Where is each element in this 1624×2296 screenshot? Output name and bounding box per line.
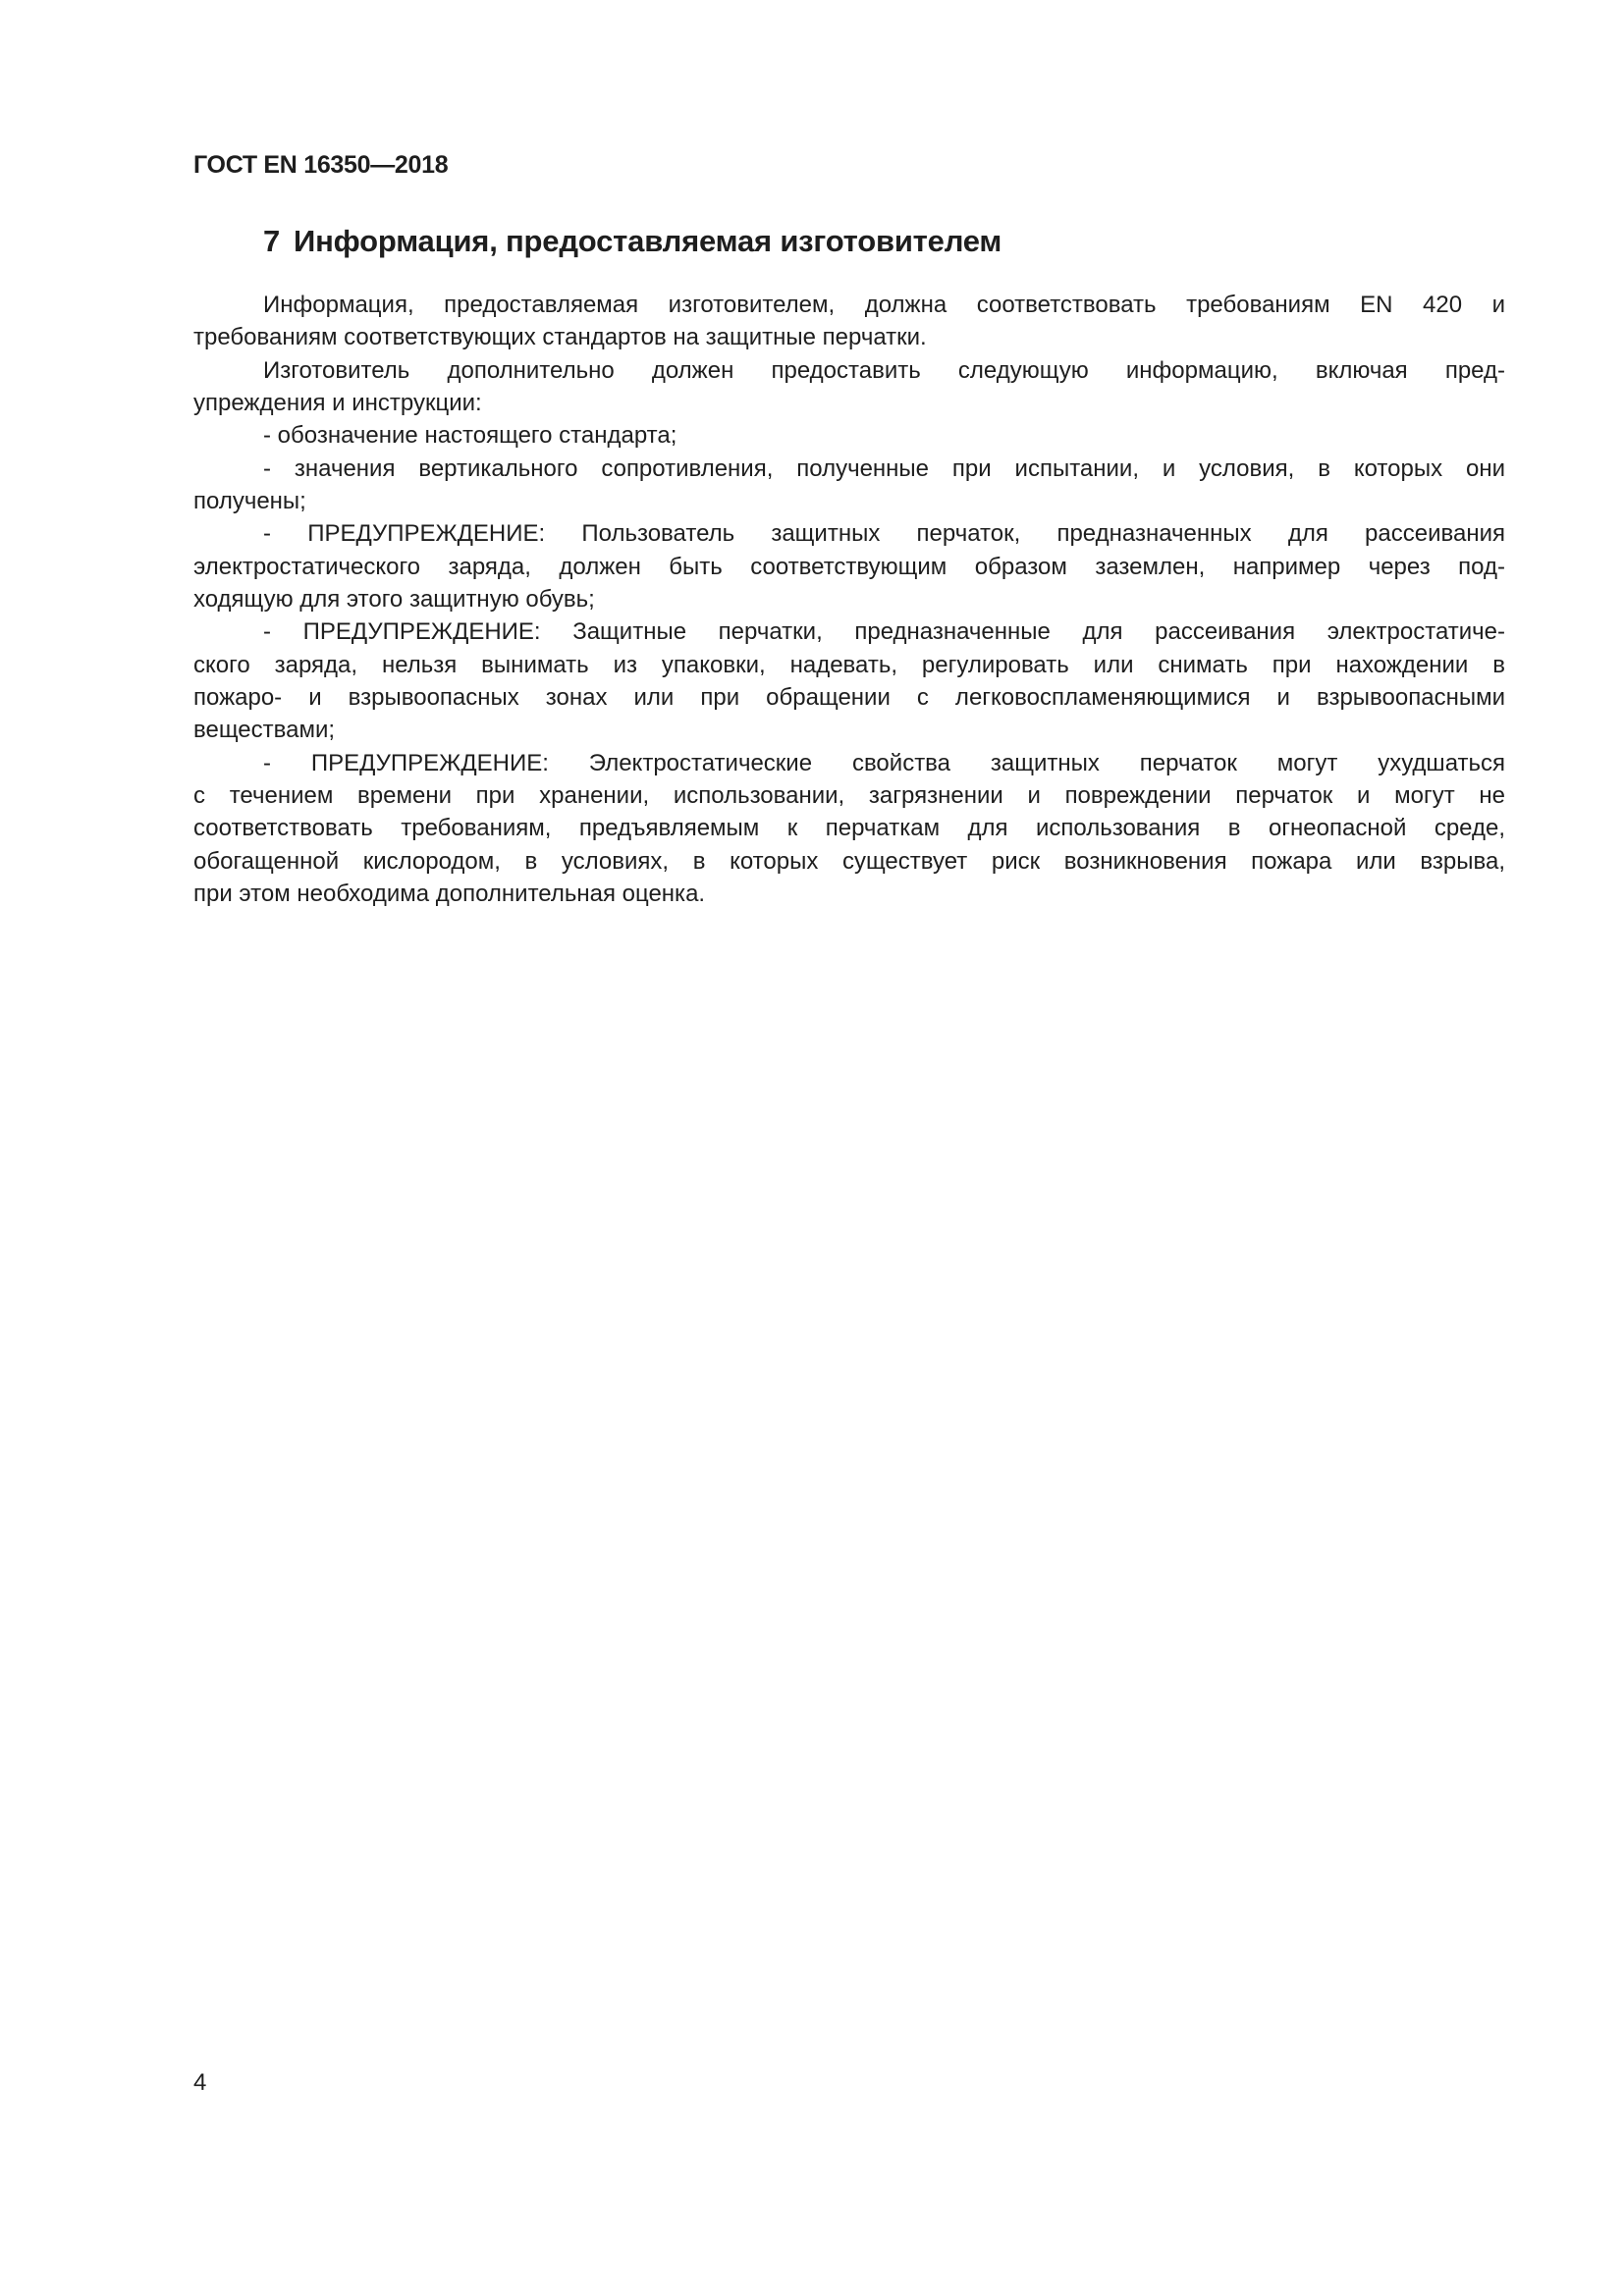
text-line: - ПРЕДУПРЕЖДЕНИЕ: Пользователь защитных перчаток, предназначенных для рассеивания bbox=[263, 520, 1505, 548]
paragraph-intro bbox=[193, 289, 1505, 354]
section-body bbox=[193, 289, 1505, 910]
list-item-resistance bbox=[193, 453, 1505, 518]
page-number: 4 bbox=[193, 2069, 207, 2096]
text-line: ского заряда, нельзя вынимать из упаковки, надевать, регулировать или снимать при нахождении в bbox=[193, 651, 1505, 678]
text-line: пожаро- и взрывоопасных зонах или при обращении с легковоспламеняющимися и взрывоопасными bbox=[193, 683, 1505, 711]
text-line: ходящую для этого защитную обувь; bbox=[193, 585, 595, 613]
text-line: упреждения и инструкции: bbox=[193, 389, 482, 416]
text-line: - обозначение настоящего стандарта; bbox=[263, 422, 677, 450]
text-line: соответствовать требованиям, предъявляемым к перчаткам для использования в огнеопасной среде, bbox=[193, 815, 1505, 842]
warning-hazard-zones bbox=[193, 615, 1505, 746]
document-code-header: ГОСТ EN 16350—2018 bbox=[193, 151, 449, 179]
section-title: Информация, предоставляемая изготовителем bbox=[294, 224, 1002, 258]
text-line: - значения вертикального сопротивления, полученные при испытании, и условия, в которых они bbox=[263, 454, 1505, 482]
text-line: веществами; bbox=[193, 717, 336, 744]
text-line: обогащенной кислородом, в условиях, в которых существует риск возникновения пожара или взрыва, bbox=[193, 847, 1505, 875]
text-line: Изготовитель дополнительно должен предоставить следующую информацию, включая пред- bbox=[263, 356, 1505, 384]
text-line: Информация, предоставляемая изготовителем, должна соответствовать требованиям EN 420 и bbox=[263, 292, 1505, 318]
text-line: требованиям соответствующих стандартов на защитные перчатки. bbox=[193, 324, 927, 351]
section-number: 7 bbox=[263, 224, 281, 258]
text-line: получены; bbox=[193, 487, 306, 514]
text-line: - ПРЕДУПРЕЖДЕНИЕ: Защитные перчатки, предназначенные для рассеивания электростатиче- bbox=[263, 618, 1505, 646]
text-line: электростатического заряда, должен быть соответствующим образом заземлен, например через под- bbox=[193, 553, 1505, 580]
text-line: при этом необходима дополнительная оценка. bbox=[193, 880, 706, 907]
section-heading bbox=[263, 224, 1001, 259]
paragraph-additional-info bbox=[193, 354, 1505, 420]
warning-degradation bbox=[193, 747, 1505, 911]
text-line: - ПРЕДУПРЕЖДЕНИЕ: Электростатические свойства защитных перчаток могут ухудшаться bbox=[263, 749, 1505, 776]
list-item-designation bbox=[193, 419, 1505, 452]
warning-grounding bbox=[193, 517, 1505, 615]
text-line: с течением времени при хранении, использовании, загрязнении и повреждении перчаток и могут не bbox=[193, 781, 1505, 809]
